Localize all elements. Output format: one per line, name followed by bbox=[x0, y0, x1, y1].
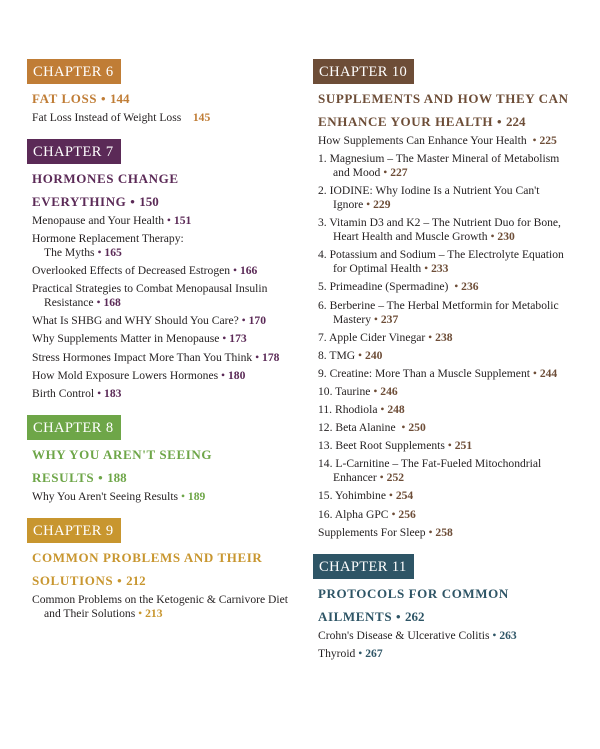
entry-page-number: 263 bbox=[499, 628, 517, 642]
entry-page-number: 229 bbox=[373, 198, 391, 212]
toc-entry[interactable] bbox=[318, 152, 583, 180]
chapter-title bbox=[32, 167, 289, 213]
chapter-badge: CHAPTER 6 bbox=[27, 59, 121, 84]
toc-entry[interactable] bbox=[32, 332, 289, 346]
entry-separator: • bbox=[178, 489, 188, 503]
chapter-title-line: COMMON PROBLEMS AND THEIR bbox=[32, 549, 263, 565]
toc-entry[interactable] bbox=[318, 184, 583, 212]
chapter-title-text: SOLUTIONS bbox=[32, 572, 114, 588]
entry-page-number: 248 bbox=[387, 403, 405, 417]
entry-separator: • bbox=[444, 439, 455, 453]
toc-entry[interactable] bbox=[32, 282, 289, 310]
entry-separator: • bbox=[380, 166, 391, 180]
chapter-title-text: AILMENTS bbox=[318, 608, 393, 624]
chapter-page-number: 212 bbox=[126, 572, 146, 588]
entry-title: Stress Hormones Impact More Than You Think bbox=[32, 350, 253, 364]
entry-separator: • bbox=[135, 606, 146, 620]
chapter-title-text: ENHANCE YOUR HEALTH bbox=[318, 114, 494, 129]
entry-title: How Mold Exposure Lowers Hormones bbox=[32, 368, 219, 382]
toc-entry[interactable] bbox=[318, 403, 583, 417]
toc-entry[interactable] bbox=[318, 647, 583, 661]
entry-title: 15. Yohimbine bbox=[318, 489, 386, 503]
entry-page-number: 250 bbox=[408, 421, 426, 435]
chapter-title-line bbox=[32, 190, 289, 213]
entry-page-number: 178 bbox=[262, 350, 280, 364]
chapter-title bbox=[32, 546, 289, 592]
entry-separator: • bbox=[370, 384, 381, 398]
chapter-title-line: HORMONES CHANGE bbox=[32, 171, 179, 186]
entry-title: 10. Taurine bbox=[318, 384, 371, 398]
entry-separator bbox=[181, 111, 193, 124]
toc-entry[interactable] bbox=[318, 421, 583, 435]
toc-entry[interactable] bbox=[318, 489, 583, 503]
toc-entry[interactable] bbox=[318, 457, 583, 485]
entry-title: 1. Magnesium – The Master Mineral of Metabolism bbox=[318, 152, 560, 166]
chapter-title-line bbox=[318, 110, 583, 133]
entry-title: 8. TMG bbox=[318, 348, 356, 362]
entry-title: Birth Control bbox=[32, 386, 95, 400]
entry-title: 13. Beet Root Supplements bbox=[318, 439, 445, 453]
chapter-title-text: FAT LOSS bbox=[32, 91, 98, 106]
toc-entry[interactable] bbox=[32, 351, 289, 365]
entry-page-number: 227 bbox=[390, 166, 408, 180]
entry-page-number: 244 bbox=[539, 366, 558, 380]
entry-separator: • bbox=[529, 366, 540, 380]
entry-page-number: 145 bbox=[192, 111, 211, 124]
entry-page-number: 168 bbox=[103, 296, 121, 310]
chapter-title-separator: • bbox=[94, 469, 108, 485]
entry-page-number: 189 bbox=[187, 489, 206, 503]
chapter-page-number: 224 bbox=[506, 114, 526, 129]
entry-page-number: 173 bbox=[229, 332, 247, 346]
entry-separator: • bbox=[395, 421, 409, 435]
right-column bbox=[313, 59, 583, 675]
chapter-11 bbox=[313, 554, 583, 661]
entry-separator: • bbox=[425, 330, 436, 344]
entry-page-number: 170 bbox=[248, 314, 266, 328]
toc-entry[interactable] bbox=[318, 439, 583, 453]
entry-page-number: 180 bbox=[227, 368, 246, 382]
entry-separator: • bbox=[526, 134, 540, 147]
toc-entry[interactable] bbox=[318, 134, 583, 148]
entry-page-number: 236 bbox=[461, 280, 479, 294]
entry-title-continued: Mastery bbox=[333, 312, 371, 326]
entry-separator: • bbox=[448, 280, 462, 294]
entry-page-number: 251 bbox=[454, 439, 473, 453]
chapter-7 bbox=[27, 139, 289, 401]
chapter-badge: CHAPTER 11 bbox=[313, 554, 414, 579]
chapter-page-number: 144 bbox=[110, 91, 130, 106]
left-column bbox=[27, 59, 289, 635]
entry-separator: • bbox=[355, 348, 366, 362]
entry-separator: • bbox=[425, 525, 436, 539]
entry-title: 14. L-Carnitine – The Fat-Fueled Mitochondrial bbox=[318, 457, 542, 471]
chapter-title-text: RESULTS bbox=[32, 469, 95, 485]
entry-title: 2. IODINE: Why Iodine Is a Nutrient You Can't bbox=[318, 184, 540, 198]
entry-separator: • bbox=[363, 198, 374, 212]
entry-page-number: 240 bbox=[365, 348, 383, 362]
chapter-title-line: WHY YOU AREN'T SEEING bbox=[32, 446, 213, 462]
entry-title: 9. Creatine: More Than a Muscle Supplement bbox=[318, 366, 530, 380]
chapter-page-number: 262 bbox=[405, 608, 425, 624]
chapter-6 bbox=[27, 59, 289, 125]
entry-page-number: 237 bbox=[380, 312, 399, 326]
chapter-badge: CHAPTER 8 bbox=[27, 415, 121, 440]
toc-entry[interactable] bbox=[318, 248, 583, 276]
entry-page-number: 233 bbox=[431, 262, 449, 276]
entry-title: 4. Potassium and Sodium – The Electrolyte Equation bbox=[318, 248, 564, 262]
entry-title-continued: and Their Solutions bbox=[44, 606, 136, 620]
chapter-title bbox=[318, 87, 583, 133]
chapter-title-separator: • bbox=[392, 608, 406, 624]
entry-separator: • bbox=[94, 246, 105, 260]
entry-separator: • bbox=[93, 296, 104, 310]
toc-entry[interactable] bbox=[32, 490, 289, 504]
entry-title-continued: and Mood bbox=[333, 166, 381, 180]
chapter-8 bbox=[27, 415, 289, 504]
chapter-page-number: 150 bbox=[139, 194, 159, 209]
entry-list bbox=[32, 214, 289, 401]
chapter-page-number: 188 bbox=[107, 469, 127, 485]
entry-separator: • bbox=[371, 312, 381, 326]
entry-title-continued: Enhancer bbox=[333, 471, 377, 485]
chapter-title-line bbox=[32, 569, 289, 592]
chapter-badge: CHAPTER 10 bbox=[313, 59, 414, 84]
entry-title: Menopause and Your Health bbox=[32, 214, 165, 227]
entry-title: Practical Strategies to Combat Menopausal Insulin bbox=[32, 282, 268, 296]
entry-separator: • bbox=[355, 646, 366, 660]
entry-title: Why You Aren't Seeing Results bbox=[32, 489, 179, 503]
entry-separator: • bbox=[230, 264, 240, 278]
toc-entry[interactable] bbox=[318, 367, 583, 381]
entry-page-number: 238 bbox=[435, 330, 453, 344]
toc-entry[interactable] bbox=[318, 349, 583, 363]
entry-separator: • bbox=[94, 386, 105, 400]
entry-separator: • bbox=[421, 262, 432, 276]
chapter-title-line bbox=[32, 466, 289, 489]
toc-entry[interactable] bbox=[32, 593, 289, 621]
entry-title-continued: The Myths bbox=[44, 246, 95, 260]
entry-page-number: 225 bbox=[539, 134, 557, 147]
toc-entry[interactable] bbox=[32, 232, 289, 260]
entry-separator: • bbox=[164, 214, 174, 227]
entry-title: Fat Loss Instead of Weight Loss bbox=[32, 111, 182, 124]
entry-page-number: 254 bbox=[395, 489, 414, 503]
chapter-title bbox=[32, 443, 289, 489]
entry-title-continued: Resistance bbox=[44, 296, 94, 310]
entry-page-number: 267 bbox=[365, 646, 383, 660]
entry-page-number: 252 bbox=[386, 471, 405, 485]
entry-title: 6. Berberine – The Herbal Metformin for Metabolic bbox=[318, 298, 559, 312]
entry-title-continued: Heart Health and Muscle Growth bbox=[333, 230, 488, 244]
chapter-title-text: EVERYTHING bbox=[32, 194, 127, 209]
entry-title: Overlooked Effects of Decreased Estrogen bbox=[32, 264, 231, 278]
entry-title-continued: for Optimal Health bbox=[333, 262, 422, 276]
entry-page-number: 165 bbox=[104, 246, 122, 260]
toc-entry[interactable] bbox=[318, 299, 583, 327]
entry-page-number: 166 bbox=[239, 264, 258, 278]
entry-page-number: 151 bbox=[173, 214, 192, 227]
toc-entry[interactable] bbox=[32, 387, 289, 401]
entry-separator: • bbox=[238, 314, 249, 328]
entry-title: 7. Apple Cider Vinegar bbox=[318, 330, 426, 344]
chapter-title-separator: • bbox=[113, 572, 127, 588]
toc-entry[interactable] bbox=[32, 111, 289, 125]
toc-entry[interactable] bbox=[318, 629, 583, 643]
entry-title: Supplements For Sleep bbox=[318, 525, 426, 539]
toc-entry[interactable] bbox=[32, 314, 289, 328]
entry-page-number: 246 bbox=[380, 384, 398, 398]
entry-separator: • bbox=[388, 507, 399, 521]
toc-entry[interactable] bbox=[318, 385, 583, 399]
entry-separator: • bbox=[487, 230, 498, 244]
entry-title: What Is SHBG and WHY Should You Care? bbox=[32, 314, 239, 328]
entry-separator: • bbox=[218, 368, 228, 382]
chapter-title-line: PROTOCOLS FOR COMMON bbox=[318, 585, 509, 601]
entry-title: 12. Beta Alanine bbox=[318, 421, 396, 435]
entry-list bbox=[32, 593, 289, 621]
entry-list bbox=[32, 490, 289, 504]
entry-page-number: 183 bbox=[104, 386, 122, 400]
entry-page-number: 230 bbox=[497, 230, 515, 244]
entry-separator: • bbox=[219, 332, 230, 346]
entry-title-continued: Ignore bbox=[333, 198, 364, 212]
toc-entry[interactable] bbox=[32, 264, 289, 278]
toc-entry[interactable] bbox=[318, 508, 583, 522]
chapter-title bbox=[318, 582, 583, 628]
entry-list bbox=[318, 629, 583, 661]
chapter-title-line bbox=[318, 605, 583, 628]
entry-separator: • bbox=[252, 350, 263, 364]
toc-entry[interactable] bbox=[32, 214, 289, 228]
toc-entry[interactable] bbox=[318, 280, 583, 294]
entry-title: Thyroid bbox=[318, 646, 356, 660]
chapter-title bbox=[32, 87, 289, 110]
entry-separator: • bbox=[377, 403, 388, 417]
chapter-title-separator: • bbox=[493, 114, 506, 129]
chapter-10 bbox=[313, 59, 583, 540]
entry-page-number: 256 bbox=[398, 507, 416, 521]
toc-entry[interactable] bbox=[318, 526, 583, 540]
entry-title: 11. Rhodiola bbox=[318, 403, 378, 417]
entry-title: Common Problems on the Ketogenic & Carnivore Diet bbox=[32, 592, 288, 606]
entry-title: 16. Alpha GPC bbox=[318, 507, 389, 521]
entry-separator: • bbox=[376, 471, 387, 485]
entry-list bbox=[32, 111, 289, 125]
toc-entry[interactable] bbox=[32, 369, 289, 383]
toc-entry[interactable] bbox=[318, 331, 583, 345]
chapter-badge: CHAPTER 9 bbox=[27, 518, 121, 543]
entry-title: How Supplements Can Enhance Your Health bbox=[318, 134, 527, 147]
toc-entry[interactable] bbox=[318, 216, 583, 244]
entry-page-number: 258 bbox=[435, 525, 453, 539]
entry-separator: • bbox=[385, 489, 396, 503]
entry-title: Hormone Replacement Therapy: bbox=[32, 232, 184, 246]
chapter-title-line: SUPPLEMENTS AND HOW THEY CAN bbox=[318, 91, 569, 106]
entry-list bbox=[318, 134, 583, 540]
chapter-title-separator: • bbox=[126, 194, 140, 209]
entry-title: Crohn's Disease & Ulcerative Colitis bbox=[318, 628, 490, 642]
entry-separator: • bbox=[489, 628, 500, 642]
chapter-9 bbox=[27, 518, 289, 621]
entry-title: 3. Vitamin D3 and K2 – The Nutrient Duo for Bone, bbox=[318, 216, 561, 230]
chapter-badge: CHAPTER 7 bbox=[27, 139, 121, 164]
entry-page-number: 213 bbox=[145, 606, 163, 620]
entry-title: 5. Primeadine (Spermadine) bbox=[318, 280, 449, 294]
entry-title: Why Supplements Matter in Menopause bbox=[32, 332, 220, 346]
chapter-title-separator: • bbox=[97, 91, 110, 106]
